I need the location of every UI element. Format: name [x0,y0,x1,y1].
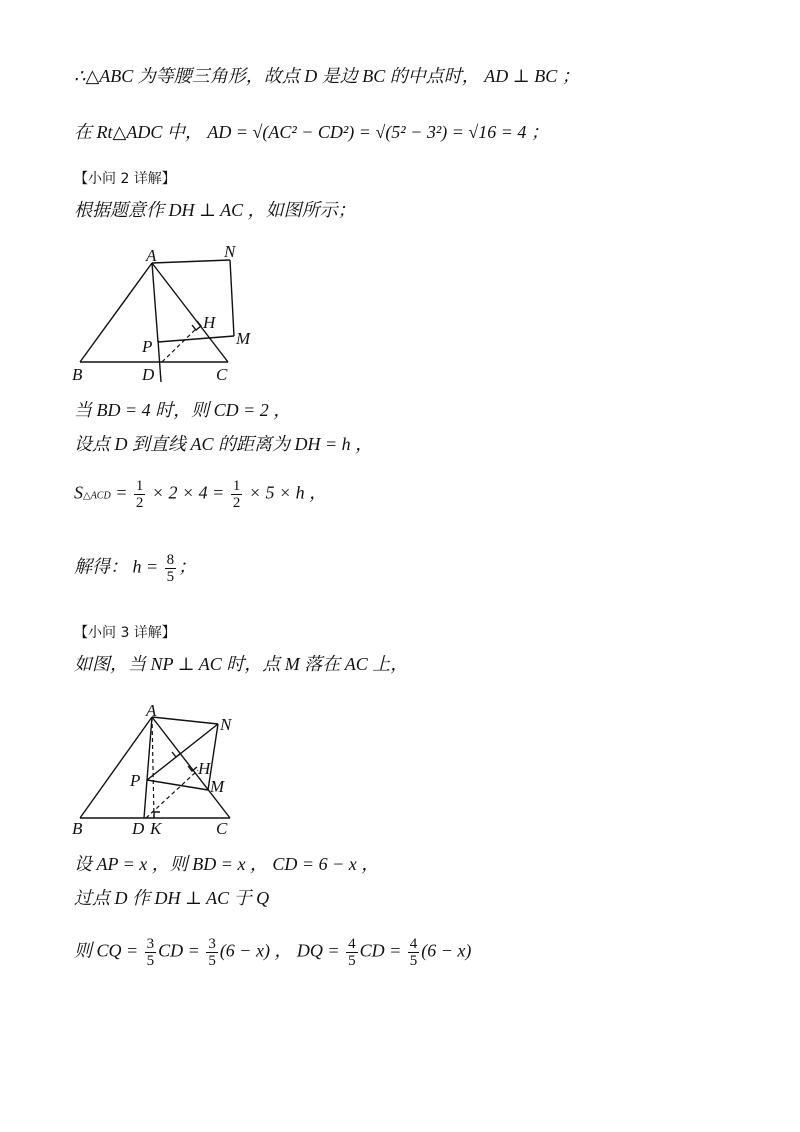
label-M: M [210,777,225,796]
fraction-cq-1: $\frac{3}{5}$ [146,936,155,969]
text-line-7 [74,552,196,585]
segment-PD [158,340,161,382]
segment-DH-dashed [162,328,197,362]
label-H: H [198,759,211,778]
text-line-2: 在 Rt△ADC 中， AD = √(AC² − CD²) = √(5² − 3²) = √16 = 4 ； [74,122,549,142]
area-subscript: △ACD [83,490,111,502]
label-N: N [220,715,232,734]
expr-mid: × 2 × 4 = [147,482,229,503]
fraction-dq-2: $\frac{4}{5}$ [409,936,418,969]
expr-end: × 5 × h ， [244,482,328,503]
text-line-9: 设 AP = x ，则 BD = x ， CD = 6 − x ， [74,854,380,874]
fraction-2: $\frac{1}{2}$ [232,478,241,511]
right-angle-K [154,812,160,818]
text-line-5: 设点 D 到直线 AC 的距离为 DH = h ， [74,434,374,454]
fraction-dq-1: $\frac{4}{5}$ [348,936,356,969]
segment-MP [158,336,234,342]
fraction-1: $\frac{1}{2}$ [135,478,144,511]
segment-AP [147,717,152,780]
label-P: P [130,771,141,790]
label-B: B [72,365,83,384]
segment-NM [230,260,234,336]
label-A: A [146,246,157,265]
section-heading-3: 【小问 3 详解】 [74,625,176,641]
section-heading-2: 【小问 2 详解】 [74,171,176,187]
segment-AB [80,717,152,818]
text-line-8: 如图，当 NP ⊥ AC 时，点 M 落在 AC 上， [74,654,409,674]
label-C: C [216,365,228,384]
label-A: A [146,701,157,720]
area-symbol: S [74,482,83,503]
figure-1-svg [70,240,270,390]
label-M: M [236,329,251,348]
segment-AN [152,717,218,724]
segment-PD [144,780,147,818]
solve-prefix: 解得： h = [74,556,163,577]
label-P: P [142,337,153,356]
label-D: D [132,819,145,838]
label-N: N [224,242,236,261]
text-line-6 [74,478,327,511]
label-D: D [142,365,155,384]
figure-2-svg [70,700,270,840]
segment-AK-dashed [152,717,154,818]
segment-AN [152,260,230,263]
text-line-10: 过点 D 作 DH ⊥ AC 于 Q [74,888,270,908]
label-C: C [216,819,228,838]
label-B: B [72,819,83,838]
text-line-11: 则 CQ = $\frac{3}{5}$ CD = $\frac{3}{5}$ (6 − x) ， DQ = $\frac{4}{5}$ CD = $\frac{4}{5}$ (6 − x) [74,936,472,969]
geometry-figure-1 [70,240,270,394]
fraction-cq-2: $\frac{3}{5}$ [208,936,216,969]
text-line-1: ∴△ABC 为等腰三角形，故点 D 是边 BC 的中点时， AD ⊥ BC ； [74,66,580,86]
geometry-figure-2 [70,700,270,844]
solve-suffix: ； [178,556,197,577]
segment-AC [152,263,228,362]
label-H: H [203,313,216,332]
text-line-4: 当 BD = 4 时，则 CD = 2 ， [74,400,292,420]
eq-sign: = [110,482,132,503]
text-line-3: 根据题意作 DH ⊥ AC ，如图所示； [74,200,356,220]
fraction-h: $\frac{8}{5}$ [166,552,175,585]
segment-AP [152,263,158,342]
label-K: K [150,819,162,838]
